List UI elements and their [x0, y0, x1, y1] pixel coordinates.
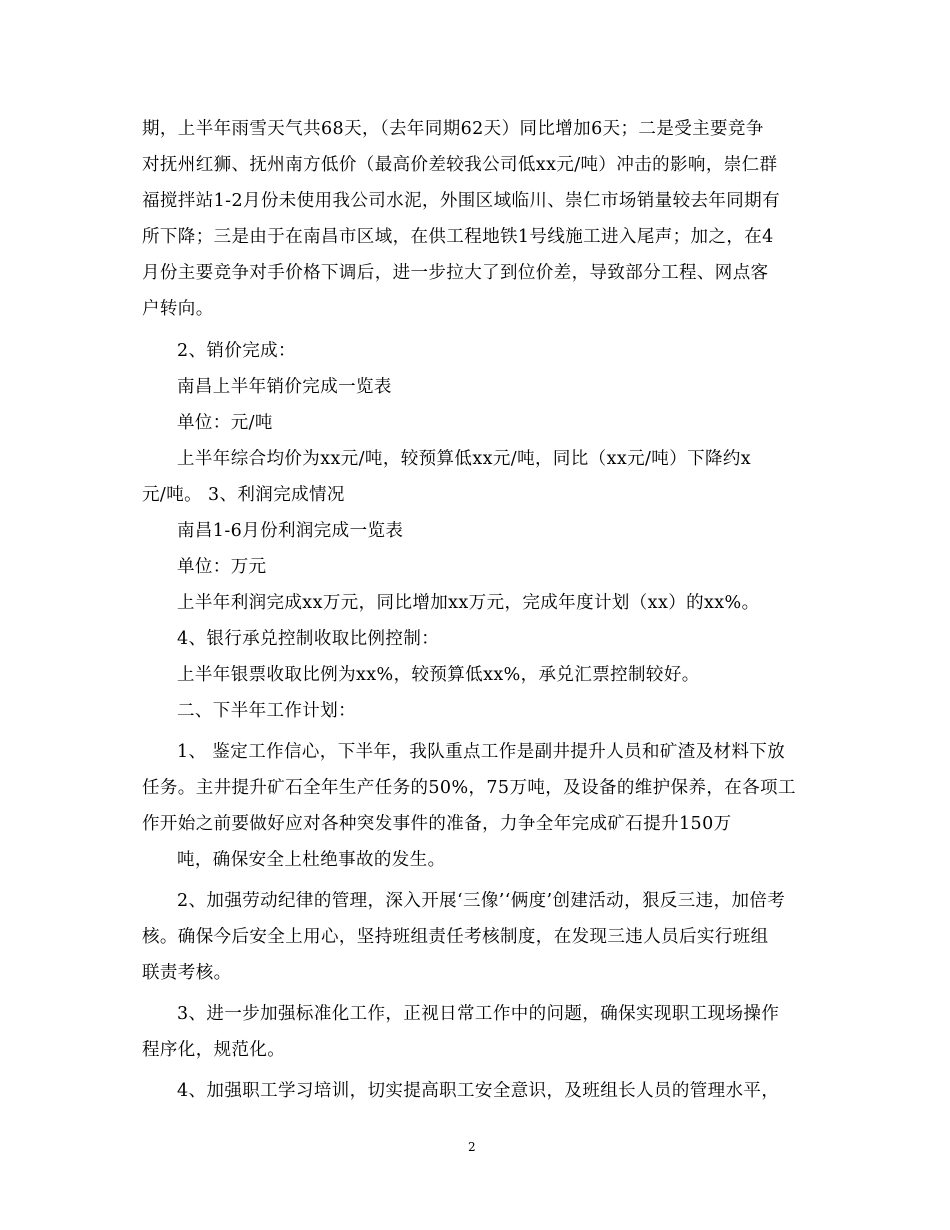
text-line: 作开始之前要做好应对各种突发事件的准备，力争全年完成矿石提升150万: [142, 814, 732, 834]
text-line: 3、进一步加强标准化工作，正视日常工作中的问题，确保实现职工现场操作: [177, 1004, 780, 1024]
text-line: 吨，确保安全上杜绝事故的发生。: [177, 850, 446, 870]
text-line: 核。确保今后安全上用心，坚持班组责任考核制度，在发现三违人员后实行班组: [142, 927, 769, 947]
text-line: 上半年综合均价为xx元/吨，较预算低xx元/吨，同比（xx元/吨）下降约x: [177, 449, 752, 469]
page-number: 2: [468, 1140, 476, 1154]
text-line: 1、 鉴定工作信心，下半年，我队重点工作是副井提升人员和矿渣及材料下放: [177, 742, 786, 762]
text-line: 南昌上半年销价完成一览表: [177, 377, 392, 397]
text-line: 月份主要竞争对手价格下调后，进一步拉大了到位价差，导致部分工程、网点客: [142, 263, 769, 283]
text-line: 户转向。: [142, 299, 214, 319]
text-line: 期，上半年雨雪天气共68天，（去年同期62天）同比增加6天；二是受主要竞争: [142, 119, 764, 139]
text-line: 上半年银票收取比例为xx%，较预算低xx%，承兑汇票控制较好。: [177, 665, 700, 685]
text-line: 元/吨。 3、利润完成情况: [142, 485, 345, 505]
text-line: 单位：元/吨: [177, 413, 273, 433]
text-line: 程序化，规范化。: [142, 1040, 286, 1060]
text-line: 对抚州红狮、抚州南方低价（最高价差较我公司低xx元/吨）冲击的影响，崇仁群: [142, 155, 778, 175]
text-line: 2、加强劳动纪律的管理，深入开展‘三像’‘俩度’创建活动，狠反三违，加倍考: [177, 891, 786, 911]
text-line: 所下降；三是由于在南昌市区域，在供工程地铁1号线施工进入尾声；加之，在4: [142, 227, 774, 247]
text-line: 福搅拌站1-2月份未使用我公司水泥，外围区域临川、崇仁市场销量较去年同期有: [142, 191, 780, 211]
text-line: 2、销价完成：: [177, 341, 296, 361]
text-line: 单位：万元: [177, 557, 267, 577]
text-line: 联责考核。: [142, 963, 232, 983]
text-line: 任务。主井提升矿石全年生产任务的50%，75万吨，及设备的维护保养，在各项工: [142, 778, 796, 798]
text-line: 上半年利润完成xx万元，同比增加xx万元，完成年度计划（xx）的xx%。: [177, 593, 760, 613]
text-line: 4、银行承兑控制收取比例控制：: [177, 629, 440, 649]
text-line: 4、加强职工学习培训，切实提高职工安全意识，及班组长人员的管理水平，: [177, 1081, 780, 1101]
text-line: 南昌1-6月份利润完成一览表: [177, 521, 404, 541]
text-line: 二、下半年工作计划：: [177, 701, 356, 721]
